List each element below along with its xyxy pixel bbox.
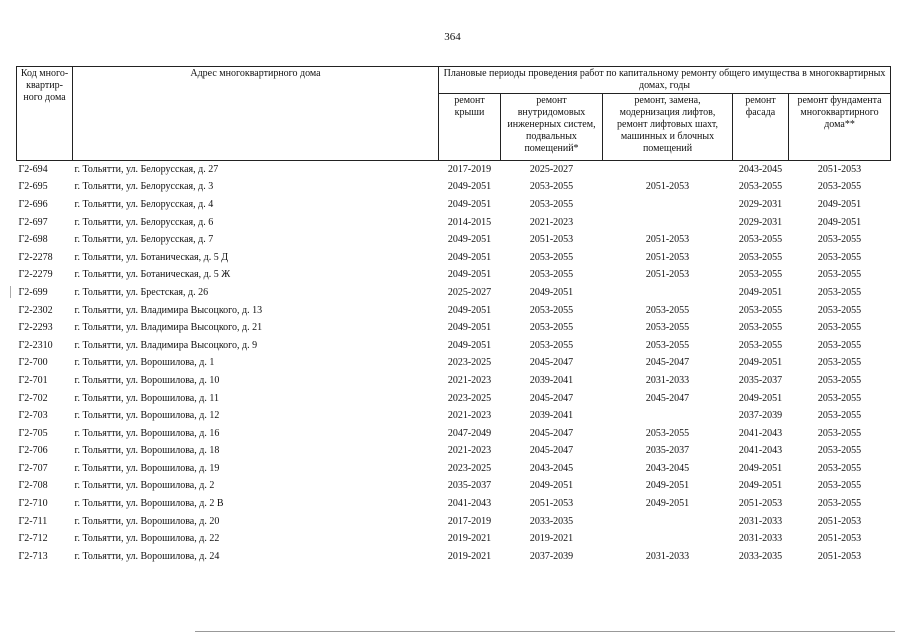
cell-address: г. Тольятти, ул. Ворошилова, д. 12	[74, 410, 220, 422]
cell-address: г. Тольятти, ул. Ботаническая, д. 5 Д	[74, 251, 229, 263]
cell-elevators: 2051-2053	[645, 181, 690, 193]
cell-address: г. Тольятти, ул. Владимира Высоцкого, д. 9	[74, 339, 258, 351]
cell-roof: 2021-2023	[447, 374, 492, 386]
cell-foundation: 2053-2055	[817, 251, 862, 263]
cell-roof: 2023-2025	[447, 392, 492, 404]
table-row	[17, 548, 891, 566]
cell-address: г. Тольятти, ул. Ворошилова, д. 1	[74, 357, 215, 369]
cell-facade: 2041-2043	[738, 427, 783, 439]
margin-mark	[10, 286, 11, 298]
cell-roof: 2049-2051	[447, 269, 492, 281]
table-row	[17, 161, 891, 179]
cell-code: Г2-698	[18, 234, 48, 246]
cell-address: г. Тольятти, ул. Ворошилова, д. 22	[74, 533, 220, 545]
cell-code: Г2-2279	[18, 269, 53, 281]
table-row	[17, 355, 891, 373]
header-code: Код много-квартир-ного дома	[17, 67, 73, 161]
table-row	[17, 284, 891, 302]
cell-roof: 2017-2019	[447, 163, 492, 175]
cell-foundation: 2053-2055	[817, 269, 862, 281]
cell-systems: 2053-2055	[529, 181, 574, 193]
cell-facade: 2053-2055	[738, 269, 783, 281]
cell-systems: 2025-2027	[529, 163, 574, 175]
cell-roof: 2017-2019	[447, 515, 492, 527]
cell-facade: 2041-2043	[738, 445, 783, 457]
table-row	[17, 513, 891, 531]
cell-elevators: 2053-2055	[645, 427, 690, 439]
cell-facade: 2049-2051	[738, 286, 783, 298]
cell-address: г. Тольятти, ул. Ворошилова, д. 24	[74, 550, 220, 562]
cell-code: Г2-703	[18, 410, 48, 422]
cell-elevators: 2045-2047	[645, 392, 690, 404]
cell-address: г. Тольятти, ул. Белорусская, д. 4	[74, 198, 214, 210]
cell-roof: 2049-2051	[447, 322, 492, 334]
cell-facade: 2031-2033	[738, 533, 783, 545]
table-row	[17, 214, 891, 232]
cell-code: Г2-699	[18, 286, 48, 298]
cell-systems: 2051-2053	[529, 234, 574, 246]
cell-foundation: 2053-2055	[817, 322, 862, 334]
cell-code: Г2-2293	[18, 322, 53, 334]
cell-facade: 2049-2051	[738, 392, 783, 404]
header-elevators: ремонт, замена, модернизация лифтов, ремонт лифтовых шахт, машинных и блочных помещений	[603, 94, 733, 161]
cell-facade: 2053-2055	[738, 322, 783, 334]
header-foundation: ремонт фундамента многоквартирного дома**	[789, 94, 891, 161]
cell-code: Г2-710	[18, 498, 48, 510]
cell-code: Г2-711	[18, 515, 48, 527]
cell-roof: 2049-2051	[447, 251, 492, 263]
table-row	[17, 372, 891, 390]
cell-roof: 2041-2043	[447, 498, 492, 510]
table-row	[17, 407, 891, 425]
cell-systems: 2053-2055	[529, 269, 574, 281]
cell-foundation: 2053-2055	[817, 357, 862, 369]
cell-elevators: 2035-2037	[645, 445, 690, 457]
cell-systems: 2019-2021	[529, 533, 574, 545]
cell-elevators: 2053-2055	[645, 339, 690, 351]
cell-foundation: 2053-2055	[817, 498, 862, 510]
cell-roof: 2021-2023	[447, 445, 492, 457]
table-row	[17, 460, 891, 478]
cell-code: Г2-694	[18, 163, 48, 175]
cell-foundation: 2049-2051	[817, 198, 862, 210]
table-row	[17, 495, 891, 513]
cell-foundation: 2053-2055	[817, 304, 862, 316]
cell-systems: 2045-2047	[529, 357, 574, 369]
cell-roof: 2049-2051	[447, 181, 492, 193]
cell-elevators	[603, 284, 733, 302]
cell-elevators: 2053-2055	[645, 304, 690, 316]
cell-foundation: 2053-2055	[817, 480, 862, 492]
table-row	[17, 425, 891, 443]
cell-facade: 2033-2035	[738, 550, 783, 562]
cell-code: Г2-705	[18, 427, 48, 439]
cell-systems: 2053-2055	[529, 322, 574, 334]
header-roof: ремонт крыши	[439, 94, 501, 161]
table-row	[17, 319, 891, 337]
cell-roof: 2049-2051	[447, 234, 492, 246]
cell-facade: 2037-2039	[738, 410, 783, 422]
cell-foundation: 2053-2055	[817, 374, 862, 386]
header-periods: Плановые периоды проведения работ по капитальному ремонту общего имущества в многоквартирных домах, годы	[439, 67, 891, 94]
cell-foundation: 2051-2053	[817, 533, 862, 545]
cell-elevators: 2049-2051	[645, 498, 690, 510]
cell-address: г. Тольятти, ул. Белорусская, д. 3	[74, 181, 214, 193]
cell-systems: 2043-2045	[529, 462, 574, 474]
cell-roof: 2021-2023	[447, 410, 492, 422]
cell-code: Г2-708	[18, 480, 48, 492]
cell-roof: 2047-2049	[447, 427, 492, 439]
cell-roof: 2023-2025	[447, 357, 492, 369]
cell-facade: 2053-2055	[738, 234, 783, 246]
cell-roof: 2035-2037	[447, 480, 492, 492]
cell-foundation: 2053-2055	[817, 410, 862, 422]
cell-code: Г2-2302	[18, 304, 53, 316]
table-row	[17, 530, 891, 548]
table-row	[17, 302, 891, 320]
cell-facade: 2031-2033	[738, 515, 783, 527]
cell-roof: 2049-2051	[447, 304, 492, 316]
cell-elevators	[603, 530, 733, 548]
table-row	[17, 179, 891, 197]
cell-code: Г2-701	[18, 374, 48, 386]
header-facade: ремонт фасада	[733, 94, 789, 161]
cell-elevators: 2053-2055	[645, 322, 690, 334]
cell-elevators: 2049-2051	[645, 480, 690, 492]
cell-roof: 2019-2021	[447, 550, 492, 562]
cell-elevators	[603, 407, 733, 425]
cell-foundation: 2053-2055	[817, 339, 862, 351]
cell-address: г. Тольятти, ул. Ворошилова, д. 2	[74, 480, 215, 492]
cell-address: г. Тольятти, ул. Ворошилова, д. 20	[74, 515, 220, 527]
footer-rule	[195, 631, 895, 632]
cell-address: г. Тольятти, ул. Белорусская, д. 6	[74, 216, 214, 228]
cell-systems: 2039-2041	[529, 374, 574, 386]
cell-facade: 2053-2055	[738, 339, 783, 351]
cell-systems: 2051-2053	[529, 498, 574, 510]
cell-elevators	[603, 196, 733, 214]
cell-facade: 2053-2055	[738, 304, 783, 316]
cell-elevators: 2051-2053	[645, 269, 690, 281]
cell-systems: 2053-2055	[529, 251, 574, 263]
cell-address: г. Тольятти, ул. Ворошилова, д. 16	[74, 427, 220, 439]
cell-code: Г2-702	[18, 392, 48, 404]
cell-foundation: 2053-2055	[817, 427, 862, 439]
cell-roof: 2014-2015	[447, 216, 492, 228]
cell-foundation: 2053-2055	[817, 445, 862, 457]
cell-roof: 2023-2025	[447, 462, 492, 474]
cell-roof: 2019-2021	[447, 533, 492, 545]
cell-systems: 2053-2055	[529, 304, 574, 316]
cell-systems: 2039-2041	[529, 410, 574, 422]
cell-address: г. Тольятти, ул. Владимира Высоцкого, д. 21	[74, 322, 263, 334]
table-body	[17, 161, 891, 566]
cell-address: г. Тольятти, ул. Белорусская, д. 27	[74, 163, 219, 175]
cell-code: Г2-697	[18, 216, 48, 228]
cell-code: Г2-713	[18, 550, 48, 562]
cell-facade: 2029-2031	[738, 198, 783, 210]
table-row	[17, 443, 891, 461]
page-number: 364	[444, 31, 461, 43]
cell-systems: 2045-2047	[529, 445, 574, 457]
cell-address: г. Тольятти, ул. Ворошилова, д. 11	[74, 392, 219, 404]
table-row	[17, 196, 891, 214]
cell-code: Г2-700	[18, 357, 48, 369]
cell-elevators: 2051-2053	[645, 251, 690, 263]
cell-systems: 2045-2047	[529, 427, 574, 439]
cell-foundation: 2051-2053	[817, 550, 862, 562]
cell-systems: 2049-2051	[529, 480, 574, 492]
cell-elevators: 2043-2045	[645, 462, 690, 474]
cell-roof: 2049-2051	[447, 198, 492, 210]
cell-facade: 2053-2055	[738, 251, 783, 263]
table-row	[17, 249, 891, 267]
cell-foundation: 2049-2051	[817, 216, 862, 228]
cell-code: Г2-696	[18, 198, 48, 210]
cell-systems: 2053-2055	[529, 339, 574, 351]
cell-code: Г2-712	[18, 533, 48, 545]
cell-code: Г2-707	[18, 462, 48, 474]
cell-roof: 2049-2051	[447, 339, 492, 351]
table-row	[17, 337, 891, 355]
cell-elevators	[603, 513, 733, 531]
cell-systems: 2033-2035	[529, 515, 574, 527]
cell-code: Г2-706	[18, 445, 48, 457]
cell-code: Г2-695	[18, 181, 48, 193]
cell-facade: 2035-2037	[738, 374, 783, 386]
table-row	[17, 390, 891, 408]
cell-address: г. Тольятти, ул. Ворошилова, д. 18	[74, 445, 220, 457]
cell-address: г. Тольятти, ул. Белорусская, д. 7	[74, 234, 214, 246]
cell-address: г. Тольятти, ул. Брестская, д. 26	[74, 286, 209, 298]
cell-address: г. Тольятти, ул. Ворошилова, д. 10	[74, 374, 220, 386]
cell-elevators	[603, 214, 733, 232]
table-row	[17, 267, 891, 285]
cell-facade: 2051-2053	[738, 498, 783, 510]
cell-roof: 2025-2027	[447, 286, 492, 298]
cell-foundation: 2051-2053	[817, 163, 862, 175]
cell-code: Г2-2310	[18, 339, 53, 351]
table-row	[17, 478, 891, 496]
cell-foundation: 2053-2055	[817, 181, 862, 193]
repair-schedule-table	[16, 66, 891, 566]
cell-foundation: 2053-2055	[817, 462, 862, 474]
cell-address: г. Тольятти, ул. Ворошилова, д. 19	[74, 462, 220, 474]
cell-facade: 2049-2051	[738, 480, 783, 492]
cell-systems: 2037-2039	[529, 550, 574, 562]
cell-address: г. Тольятти, ул. Владимира Высоцкого, д. 13	[74, 304, 263, 316]
cell-foundation: 2053-2055	[817, 286, 862, 298]
table-row	[17, 231, 891, 249]
cell-systems: 2049-2051	[529, 286, 574, 298]
cell-elevators: 2051-2053	[645, 234, 690, 246]
cell-foundation: 2051-2053	[817, 515, 862, 527]
header-address: Адрес многоквартирного дома	[73, 67, 439, 161]
cell-code: Г2-2278	[18, 251, 53, 263]
cell-facade: 2043-2045	[738, 163, 783, 175]
cell-elevators: 2045-2047	[645, 357, 690, 369]
cell-systems: 2045-2047	[529, 392, 574, 404]
cell-elevators: 2031-2033	[645, 374, 690, 386]
cell-systems: 2021-2023	[529, 216, 574, 228]
cell-address: г. Тольятти, ул. Ботаническая, д. 5 Ж	[74, 269, 231, 281]
cell-facade: 2029-2031	[738, 216, 783, 228]
cell-address: г. Тольятти, ул. Ворошилова, д. 2 В	[74, 498, 224, 510]
cell-elevators	[603, 161, 733, 179]
cell-systems: 2053-2055	[529, 198, 574, 210]
cell-facade: 2053-2055	[738, 181, 783, 193]
cell-foundation: 2053-2055	[817, 392, 862, 404]
cell-facade: 2049-2051	[738, 357, 783, 369]
cell-facade: 2049-2051	[738, 462, 783, 474]
cell-elevators: 2031-2033	[645, 550, 690, 562]
cell-foundation: 2053-2055	[817, 234, 862, 246]
header-systems: ремонт внутридомовых инженерных систем, подвальных помещений*	[501, 94, 603, 161]
